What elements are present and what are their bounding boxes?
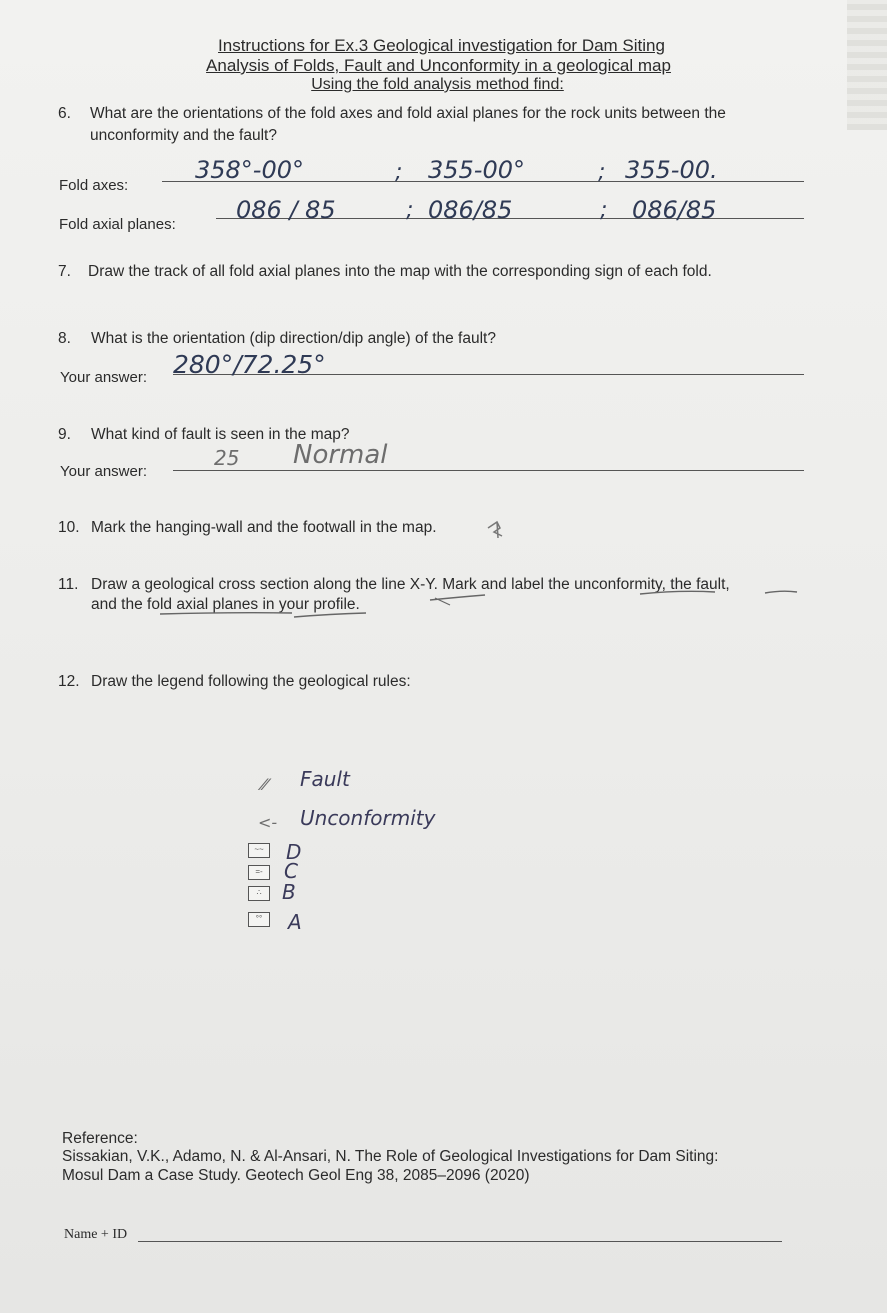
q11-text-2: and the fold axial planes in your profile.: [91, 596, 360, 613]
legend-unit-d-box: [248, 843, 270, 858]
fold-axes-answer-1: 358°-00°: [195, 156, 305, 184]
q10-number: 10.: [58, 519, 80, 536]
title-line-2: Analysis of Folds, Fault and Unconformity in a geological map: [206, 56, 671, 75]
q8-answer: 280°/72.25°: [173, 350, 326, 379]
q7-text: Draw the track of all fold axial planes into the map with the corresponding sign of each fold.: [88, 263, 712, 280]
fold-axial-planes-sep-2: ;: [600, 198, 608, 223]
fold-axial-planes-sep-1: ;: [406, 198, 414, 223]
q9-answer-label: Your answer:: [60, 463, 147, 480]
legend-unit-b-letter: B: [282, 880, 296, 904]
pencil-underlines: [0, 0, 887, 640]
q11-number: 11.: [58, 576, 79, 593]
legend-fault-label: Fault: [300, 767, 350, 791]
fold-axial-planes-label: Fold axial planes:: [59, 216, 176, 233]
legend-unit-b-pattern: ∴: [256, 888, 262, 897]
q8-number: 8.: [58, 330, 71, 347]
name-id-label: Name + ID: [64, 1227, 128, 1242]
fold-axial-planes-answer-1: 086 / 85: [236, 196, 336, 224]
q6-number: 6.: [58, 105, 71, 122]
legend-unit-a-box: [248, 912, 270, 927]
q6-text-2: unconformity and the fault?: [90, 127, 277, 144]
legend-unit-c-letter: C: [284, 859, 298, 883]
legend-unit-d-letter: D: [286, 840, 302, 864]
q6-text-1: What are the orientations of the fold axes and fold axial planes for the rock units between the: [90, 105, 726, 122]
q9-pencil-mark: 25: [214, 446, 240, 470]
title-line-3: Using the fold analysis method find:: [311, 76, 564, 93]
reference-line-2: Mosul Dam a Case Study. Geotech Geol Eng 38, 2085–2096 (2020): [62, 1167, 530, 1184]
legend-unit-a-letter: A: [288, 910, 302, 934]
legend-unconformity-label: Unconformity: [300, 806, 436, 830]
q9-number: 9.: [58, 426, 71, 443]
legend-unit-d-pattern: ~~: [254, 845, 264, 854]
title-line-1: Instructions for Ex.3 Geological investigation for Dam Siting: [218, 36, 665, 55]
reference-label: Reference:: [62, 1130, 138, 1147]
legend-unit-b-box: [248, 886, 270, 901]
q10-text: Mark the hanging-wall and the footwall in the map.: [91, 519, 437, 536]
legend-fault-symbol: ⁄⁄: [262, 775, 268, 794]
fold-axes-answer-3: 355-00.: [625, 156, 718, 184]
reference-line-1: Sissakian, V.K., Adamo, N. & Al-Ansari, N. The Role of Geological Investigations for Dam Siting:: [62, 1148, 719, 1165]
q12-text: Draw the legend following the geological rules:: [91, 673, 411, 690]
fold-axial-planes-answer-3: 086/85: [632, 196, 717, 224]
legend-unit-a-pattern: °°: [255, 914, 263, 923]
q7-number: 7.: [58, 263, 71, 280]
q12-number: 12.: [58, 673, 80, 690]
legend-unit-c-pattern: =-: [255, 867, 263, 876]
q11-text-1: Draw a geological cross section along the line X-Y. Mark and label the unconformity, the fault,: [91, 576, 730, 593]
q8-answer-label: Your answer:: [60, 369, 147, 386]
q9-text: What kind of fault is seen in the map?: [91, 426, 350, 443]
fold-axes-sep-1: ;: [395, 160, 403, 185]
q8-text: What is the orientation (dip direction/dip angle) of the fault?: [91, 330, 496, 347]
fold-axial-planes-answer-2: 086/85: [428, 196, 513, 224]
legend-unit-c-box: [248, 865, 270, 880]
fold-axes-sep-2: ;: [598, 160, 606, 185]
legend-unconformity-symbol: <-: [258, 813, 278, 832]
fold-axes-answer-2: 355-00°: [428, 156, 526, 184]
fold-axes-label: Fold axes:: [59, 177, 129, 194]
name-id-line[interactable]: [138, 1241, 782, 1242]
q9-answer: Normal: [293, 440, 388, 470]
